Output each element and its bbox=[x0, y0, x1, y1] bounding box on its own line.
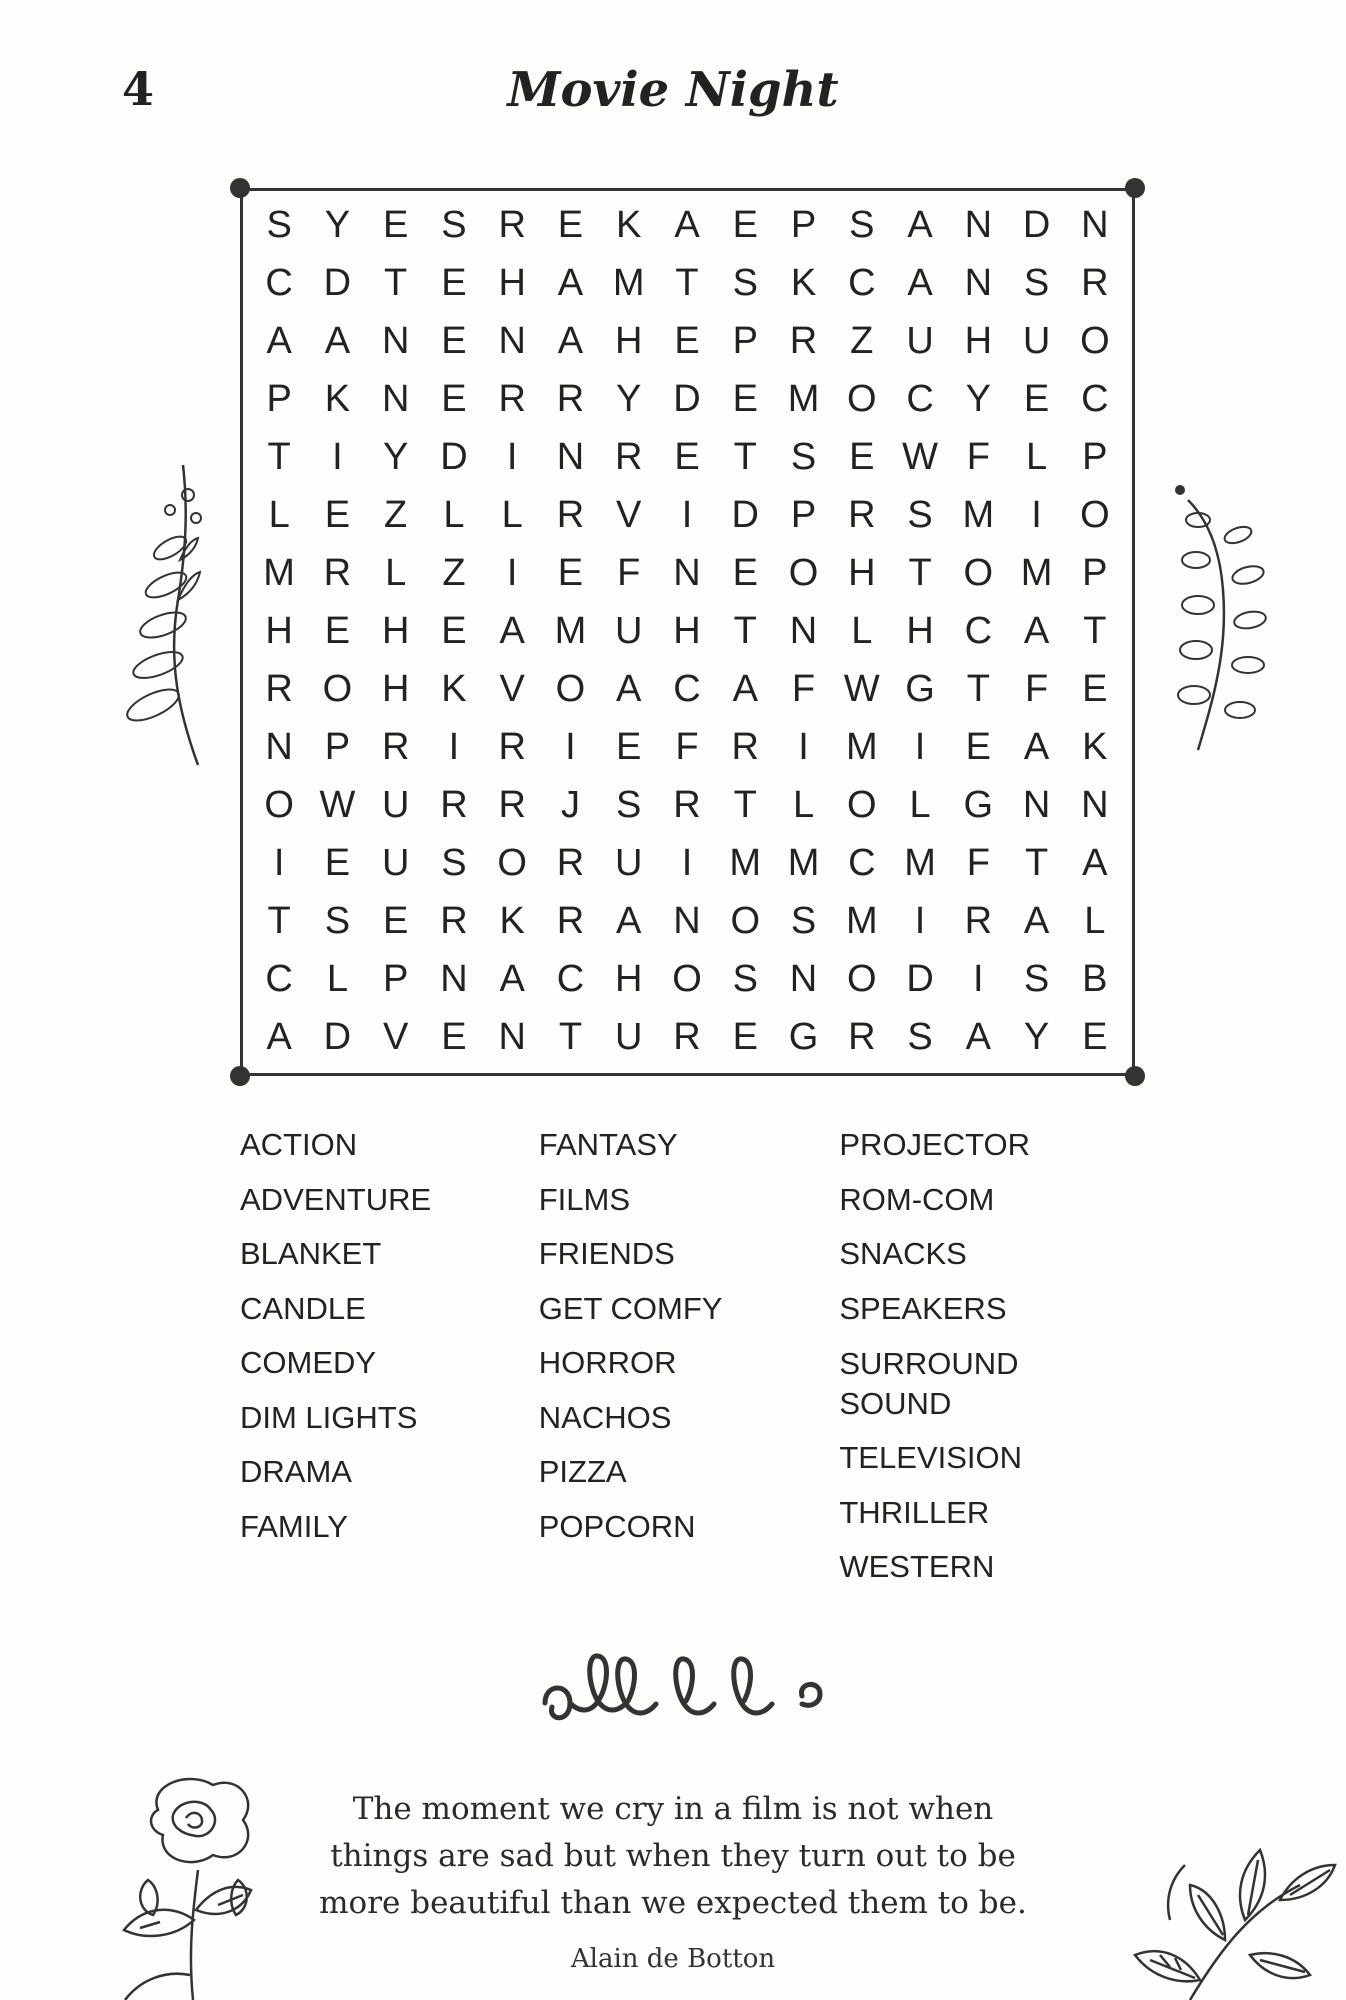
grid-letter[interactable]: S bbox=[732, 957, 758, 1000]
grid-letter[interactable]: V bbox=[499, 667, 525, 710]
grid-letter[interactable]: D bbox=[906, 957, 934, 1000]
grid-letter[interactable]: C bbox=[848, 841, 876, 884]
grid-letter[interactable]: A bbox=[266, 319, 292, 362]
grid-letter[interactable]: N bbox=[1022, 783, 1051, 826]
grid-letter[interactable]: E bbox=[616, 725, 642, 768]
grid-letter[interactable]: E bbox=[324, 609, 351, 652]
grid-letter[interactable]: T bbox=[733, 783, 757, 826]
grid-letter[interactable]: T bbox=[558, 1015, 583, 1058]
grid-letter[interactable]: L bbox=[268, 493, 290, 536]
word-list-item: FAMILY bbox=[240, 1508, 348, 1544]
grid-letter[interactable]: N bbox=[265, 725, 293, 768]
grid-letter[interactable]: F bbox=[966, 435, 990, 478]
leaf-sprig-left-icon bbox=[108, 460, 208, 770]
word-list-item: TELEVISION bbox=[839, 1440, 1022, 1475]
grid-letter[interactable]: A bbox=[732, 667, 758, 710]
grid-letter[interactable]: D bbox=[731, 493, 759, 536]
grid-letter[interactable]: E bbox=[441, 377, 467, 420]
grid-letter[interactable]: S bbox=[790, 435, 817, 478]
grid-letter[interactable]: L bbox=[909, 783, 931, 826]
grid-letter[interactable]: I bbox=[914, 899, 926, 942]
frame-corner-dot bbox=[1125, 1066, 1145, 1086]
grid-letter[interactable]: I bbox=[565, 725, 576, 768]
grid-letter[interactable]: U bbox=[615, 609, 643, 652]
grid-letter[interactable]: K bbox=[1082, 725, 1108, 768]
grid-letter[interactable]: K bbox=[324, 377, 351, 420]
grid-letter[interactable]: H bbox=[381, 609, 410, 652]
grid-letter[interactable]: P bbox=[382, 957, 409, 1000]
grid-letter[interactable]: D bbox=[1022, 203, 1051, 246]
grid-letter[interactable]: R bbox=[731, 725, 759, 768]
grid-letter[interactable]: Z bbox=[384, 493, 408, 536]
grid-letter[interactable]: E bbox=[732, 203, 758, 246]
grid-letter[interactable]: O bbox=[555, 667, 586, 710]
grid-letter[interactable]: D bbox=[440, 435, 468, 478]
grid-letter[interactable]: C bbox=[964, 609, 993, 652]
grid-letter[interactable]: A bbox=[499, 609, 525, 652]
word-search-grid bbox=[250, 196, 1124, 1066]
grid-letter[interactable]: S bbox=[324, 899, 351, 942]
grid-letter[interactable]: I bbox=[973, 957, 984, 1000]
grid-letter[interactable]: K bbox=[441, 667, 467, 710]
word-list-item: GET COMFY bbox=[538, 1290, 723, 1326]
grid-letter[interactable]: S bbox=[907, 1015, 933, 1058]
grid-letter[interactable]: U bbox=[906, 319, 934, 362]
grid-letter[interactable]: E bbox=[674, 319, 700, 362]
grid-letter[interactable]: N bbox=[789, 957, 818, 1000]
grid-letter[interactable]: N bbox=[440, 957, 468, 1000]
grid-letter[interactable]: L bbox=[1084, 899, 1106, 942]
grid-letter[interactable]: T bbox=[384, 261, 408, 304]
grid-letter[interactable]: E bbox=[965, 725, 991, 768]
grid-letter[interactable]: E bbox=[557, 551, 584, 594]
grid-letter[interactable]: R bbox=[498, 203, 526, 246]
word-list-item: HORROR bbox=[538, 1345, 677, 1380]
word-list-item: FRIENDS bbox=[538, 1236, 675, 1271]
grid-letter[interactable]: R bbox=[265, 667, 293, 710]
grid-letter[interactable]: D bbox=[323, 261, 352, 304]
grid-letter[interactable]: Y bbox=[965, 377, 991, 420]
grid-letter[interactable]: Y bbox=[382, 435, 409, 478]
grid-letter[interactable]: W bbox=[902, 435, 938, 478]
grid-letter[interactable]: N bbox=[556, 435, 585, 478]
grid-letter[interactable]: Y bbox=[616, 377, 642, 420]
grid-letter[interactable]: H bbox=[964, 319, 993, 362]
grid-letter[interactable]: N bbox=[1081, 783, 1109, 826]
grid-letter[interactable]: F bbox=[617, 551, 641, 594]
grid-letter[interactable]: R bbox=[848, 1015, 876, 1058]
grid-letter[interactable]: M bbox=[962, 493, 995, 536]
grid-letter[interactable]: O bbox=[963, 551, 994, 594]
word-list-item: WESTERN bbox=[839, 1549, 995, 1584]
grid-letter[interactable]: I bbox=[506, 435, 518, 478]
grid-letter[interactable]: T bbox=[267, 899, 291, 942]
grid-letter[interactable]: S bbox=[616, 783, 642, 826]
grid-letter[interactable]: I bbox=[914, 725, 926, 768]
grid-letter[interactable]: E bbox=[441, 609, 467, 652]
grid-letter[interactable]: R bbox=[381, 725, 410, 768]
grid-letter[interactable]: M bbox=[845, 725, 878, 768]
quote-line: more beautiful than we expected them to be. bbox=[319, 1885, 1027, 1921]
grid-letter[interactable]: L bbox=[501, 493, 523, 536]
grid-letter[interactable]: Z bbox=[442, 551, 466, 594]
flourish-divider-icon bbox=[540, 1648, 830, 1738]
grid-letter[interactable]: N bbox=[498, 1015, 526, 1058]
word-list-item: COMEDY bbox=[240, 1345, 377, 1380]
grid-letter[interactable]: O bbox=[672, 957, 702, 1000]
grid-letter[interactable]: R bbox=[323, 551, 352, 594]
grid-letter[interactable]: S bbox=[441, 841, 467, 884]
grid-letter[interactable]: L bbox=[1026, 435, 1048, 478]
grid-letter[interactable]: I bbox=[681, 841, 693, 884]
word-list-item: POPCORN bbox=[538, 1508, 696, 1544]
grid-letter[interactable]: A bbox=[1023, 609, 1050, 652]
grid-letter[interactable]: I bbox=[273, 841, 285, 884]
grid-letter[interactable]: N bbox=[381, 319, 410, 362]
grid-letter[interactable]: L bbox=[443, 493, 465, 536]
grid-letter[interactable]: R bbox=[498, 725, 526, 768]
grid-letter[interactable]: T bbox=[267, 435, 291, 478]
grid-letter[interactable]: I bbox=[448, 725, 460, 768]
grid-letter[interactable]: L bbox=[326, 957, 348, 1000]
grid-letter[interactable]: O bbox=[847, 783, 877, 826]
grid-letter[interactable]: E bbox=[674, 435, 700, 478]
grid-letter[interactable]: F bbox=[791, 667, 816, 710]
grid-letter[interactable]: O bbox=[322, 667, 353, 710]
word-list-item: SNACKS bbox=[839, 1236, 967, 1271]
grid-letter[interactable]: N bbox=[673, 899, 701, 942]
grid-letter[interactable]: P bbox=[732, 319, 758, 362]
grid-letter[interactable]: R bbox=[440, 899, 468, 942]
grid-letter[interactable]: I bbox=[332, 435, 343, 478]
grid-letter[interactable]: H bbox=[615, 957, 643, 1000]
grid-letter[interactable]: T bbox=[733, 609, 757, 652]
grid-letter[interactable]: E bbox=[1023, 377, 1050, 420]
grid-letter[interactable]: H bbox=[381, 667, 410, 710]
word-list-column bbox=[839, 1118, 1140, 1595]
grid-letter[interactable]: Z bbox=[850, 319, 874, 362]
grid-letter[interactable]: O bbox=[847, 957, 877, 1000]
grid-letter[interactable]: O bbox=[1080, 319, 1110, 362]
grid-letter[interactable]: I bbox=[1031, 493, 1042, 536]
frame-corner-dot bbox=[230, 178, 250, 198]
word-list-item: PIZZA bbox=[538, 1454, 627, 1489]
frame-corner-dot bbox=[1125, 178, 1145, 198]
word-list-item: DRAMA bbox=[240, 1454, 352, 1489]
grid-letter[interactable]: O bbox=[788, 551, 819, 594]
leaf-sprig-right-icon bbox=[1168, 480, 1268, 760]
grid-letter[interactable]: A bbox=[965, 1015, 991, 1058]
grid-letter[interactable]: M bbox=[729, 841, 762, 884]
grid-letter[interactable]: T bbox=[1024, 841, 1049, 884]
word-list-item: DIM LIGHTS bbox=[240, 1399, 418, 1435]
grid-letter[interactable]: T bbox=[675, 261, 699, 304]
grid-letter[interactable]: U bbox=[615, 841, 643, 884]
grid-letter[interactable]: N bbox=[789, 609, 818, 652]
grid-letter[interactable]: R bbox=[673, 783, 701, 826]
quote-author: Alain de Botton bbox=[570, 1944, 776, 1974]
grid-letter[interactable]: L bbox=[385, 551, 407, 594]
grid-letter[interactable]: T bbox=[966, 667, 990, 710]
grid-letter[interactable]: T bbox=[1083, 609, 1107, 652]
grid-letter[interactable]: C bbox=[906, 377, 934, 420]
grid-letter[interactable]: R bbox=[556, 899, 585, 942]
grid-letter[interactable]: E bbox=[382, 899, 409, 942]
word-list bbox=[240, 1118, 1140, 1595]
word-list-item: ROM-COM bbox=[839, 1181, 995, 1217]
grid-letter[interactable]: H bbox=[265, 609, 293, 652]
word-list-item: ACTION bbox=[240, 1127, 358, 1162]
word-list-item: ADVENTURE bbox=[240, 1181, 432, 1217]
word-list-item: BLANKET bbox=[240, 1236, 382, 1271]
grid-letter[interactable]: M bbox=[787, 377, 820, 420]
grid-letter[interactable]: R bbox=[1081, 261, 1109, 304]
grid-letter[interactable]: W bbox=[319, 783, 356, 826]
grid-letter[interactable]: P bbox=[790, 493, 817, 536]
grid-letter[interactable]: N bbox=[381, 377, 410, 420]
grid-letter[interactable]: E bbox=[441, 261, 467, 304]
grid-letter[interactable]: O bbox=[730, 899, 761, 942]
grid-letter[interactable]: A bbox=[1023, 725, 1050, 768]
grid-letter[interactable]: A bbox=[557, 261, 584, 304]
grid-letter[interactable]: O bbox=[1080, 493, 1110, 536]
grid-letter[interactable]: S bbox=[790, 899, 817, 942]
grid-letter[interactable]: A bbox=[324, 319, 351, 362]
grid-letter[interactable]: C bbox=[265, 957, 293, 1000]
grid-letter[interactable]: L bbox=[792, 783, 815, 826]
grid-letter[interactable]: R bbox=[556, 841, 585, 884]
grid-letter[interactable]: M bbox=[1020, 551, 1053, 594]
grid-letter[interactable]: R bbox=[498, 783, 526, 826]
grid-letter[interactable]: O bbox=[264, 783, 294, 826]
grid-letter[interactable]: A bbox=[266, 1015, 292, 1058]
grid-letter[interactable]: S bbox=[907, 493, 933, 536]
grid-letter[interactable]: C bbox=[265, 261, 293, 304]
grid-letter[interactable]: U bbox=[615, 1015, 643, 1058]
grid-letter[interactable]: H bbox=[498, 261, 526, 304]
grid-letter[interactable]: E bbox=[382, 203, 409, 246]
word-list-item: CANDLE bbox=[240, 1290, 366, 1326]
grid-letter[interactable]: D bbox=[323, 1015, 352, 1058]
grid-letter[interactable]: R bbox=[556, 377, 585, 420]
frame-corner-dot bbox=[230, 1066, 250, 1086]
grid-letter[interactable]: N bbox=[964, 203, 993, 246]
grid-letter[interactable]: A bbox=[907, 203, 933, 246]
grid-letter[interactable]: K bbox=[790, 261, 817, 304]
grid-letter[interactable]: A bbox=[499, 957, 525, 1000]
grid-letter[interactable]: J bbox=[560, 783, 580, 826]
grid-letter[interactable]: G bbox=[963, 783, 994, 826]
grid-letter[interactable]: H bbox=[615, 319, 643, 362]
grid-letter[interactable]: S bbox=[266, 203, 292, 246]
grid-letter[interactable]: E bbox=[732, 1015, 758, 1058]
grid-letter[interactable]: E bbox=[1082, 667, 1108, 710]
grid-letter[interactable]: Y bbox=[1023, 1015, 1050, 1058]
page-title: Movie Night bbox=[507, 62, 839, 118]
grid-letter[interactable]: E bbox=[324, 841, 351, 884]
grid-letter[interactable]: F bbox=[675, 725, 699, 768]
grid-letter[interactable]: U bbox=[381, 841, 410, 884]
word-list-item: NACHOS bbox=[538, 1399, 672, 1435]
grid-letter[interactable]: O bbox=[497, 841, 527, 884]
grid-letter[interactable]: M bbox=[612, 261, 645, 304]
grid-letter[interactable]: E bbox=[849, 435, 875, 478]
grid-letter[interactable]: A bbox=[907, 261, 933, 304]
grid-letter[interactable]: E bbox=[732, 551, 758, 594]
grid-letter[interactable]: S bbox=[1023, 261, 1050, 304]
grid-letter[interactable]: F bbox=[1024, 667, 1049, 710]
grid-letter[interactable]: K bbox=[499, 899, 525, 942]
grid-letter[interactable]: A bbox=[557, 319, 584, 362]
grid-letter[interactable]: V bbox=[616, 493, 642, 536]
grid-letter[interactable]: A bbox=[1023, 899, 1050, 942]
grid-letter[interactable]: H bbox=[848, 551, 876, 594]
grid-letter[interactable]: R bbox=[440, 783, 468, 826]
grid-letter[interactable]: R bbox=[848, 493, 876, 536]
grid-letter[interactable]: N bbox=[673, 551, 701, 594]
grid-letter[interactable]: M bbox=[845, 899, 878, 942]
grid-letter[interactable]: E bbox=[1082, 1015, 1108, 1058]
grid-letter[interactable]: E bbox=[441, 319, 467, 362]
grid-letter[interactable]: E bbox=[557, 203, 584, 246]
grid-letter[interactable]: A bbox=[1082, 841, 1108, 884]
grid-letter[interactable]: H bbox=[673, 609, 701, 652]
grid-letter[interactable]: L bbox=[851, 609, 873, 652]
grid-letter[interactable]: K bbox=[616, 203, 642, 246]
grid-letter[interactable]: A bbox=[616, 899, 642, 942]
grid-letter[interactable]: S bbox=[441, 203, 467, 246]
grid-letter[interactable]: U bbox=[381, 783, 410, 826]
grid-letter[interactable]: R bbox=[673, 1015, 701, 1058]
grid-letter[interactable]: G bbox=[905, 667, 935, 710]
grid-letter[interactable]: N bbox=[498, 319, 526, 362]
grid-letter[interactable]: C bbox=[1081, 377, 1109, 420]
word-list-item: FILMS bbox=[538, 1181, 631, 1217]
grid-letter[interactable]: F bbox=[966, 841, 990, 884]
word-list-column bbox=[539, 1118, 840, 1595]
grid-letter[interactable]: I bbox=[681, 493, 693, 536]
grid-letter[interactable]: U bbox=[1022, 319, 1051, 362]
grid-letter[interactable]: E bbox=[732, 377, 758, 420]
grid-letter[interactable]: O bbox=[847, 377, 877, 420]
quote-line: The moment we cry in a film is not when bbox=[352, 1791, 994, 1827]
grid-letter[interactable]: W bbox=[843, 667, 880, 710]
grid-letter[interactable]: M bbox=[554, 609, 587, 652]
word-list-item: PROJECTOR bbox=[839, 1127, 1030, 1162]
quote-line: things are sad but when they turn out to be bbox=[330, 1838, 1016, 1874]
grid-letter[interactable]: A bbox=[616, 667, 642, 710]
grid-letter[interactable]: H bbox=[906, 609, 934, 652]
grid-letter[interactable]: N bbox=[964, 261, 993, 304]
grid-letter[interactable]: B bbox=[1082, 957, 1108, 1000]
word-list-item: THRILLER bbox=[839, 1494, 990, 1530]
grid-letter[interactable]: E bbox=[324, 493, 351, 536]
grid-letter[interactable]: S bbox=[849, 203, 875, 246]
grid-letter[interactable]: S bbox=[732, 261, 758, 304]
page-number: 4 bbox=[122, 62, 155, 116]
grid-letter[interactable]: P bbox=[1082, 435, 1108, 478]
grid-letter[interactable]: R bbox=[964, 899, 993, 942]
grid-letter[interactable]: G bbox=[788, 1015, 819, 1058]
grid-letter[interactable]: M bbox=[263, 551, 295, 594]
grid-letter[interactable]: C bbox=[673, 667, 701, 710]
grid-letter[interactable]: I bbox=[798, 725, 809, 768]
grid-letter[interactable]: T bbox=[908, 551, 932, 594]
grid-letter[interactable]: R bbox=[615, 435, 643, 478]
grid-letter[interactable]: N bbox=[1081, 203, 1109, 246]
quote bbox=[0, 1786, 1346, 1927]
grid-letter[interactable]: C bbox=[848, 261, 876, 304]
grid-letter[interactable]: S bbox=[1023, 957, 1050, 1000]
grid-letter[interactable]: E bbox=[441, 1015, 467, 1058]
word-list-item: FANTASY bbox=[538, 1127, 678, 1162]
grid-letter[interactable]: R bbox=[498, 377, 526, 420]
grid-letter[interactable]: P bbox=[1082, 551, 1108, 594]
grid-letter[interactable]: P bbox=[324, 725, 351, 768]
grid-letter[interactable]: R bbox=[789, 319, 818, 362]
grid-letter[interactable]: I bbox=[506, 551, 518, 594]
grid-letter[interactable]: T bbox=[733, 435, 757, 478]
grid-letter[interactable]: R bbox=[556, 493, 585, 536]
grid-letter[interactable]: P bbox=[790, 203, 817, 246]
word-list-item: SURROUND SOUND bbox=[839, 1346, 1019, 1421]
grid-letter[interactable]: C bbox=[556, 957, 585, 1000]
grid-letter[interactable]: M bbox=[787, 841, 820, 884]
grid-letter[interactable]: M bbox=[904, 841, 936, 884]
grid-letter[interactable]: A bbox=[674, 203, 700, 246]
grid-letter[interactable]: D bbox=[673, 377, 701, 420]
word-list-item: SPEAKERS bbox=[839, 1290, 1007, 1326]
grid-letter[interactable]: V bbox=[382, 1015, 409, 1058]
grid-letter[interactable]: P bbox=[266, 377, 292, 420]
grid-letter[interactable]: Y bbox=[324, 203, 351, 246]
word-list-column bbox=[240, 1118, 539, 1595]
